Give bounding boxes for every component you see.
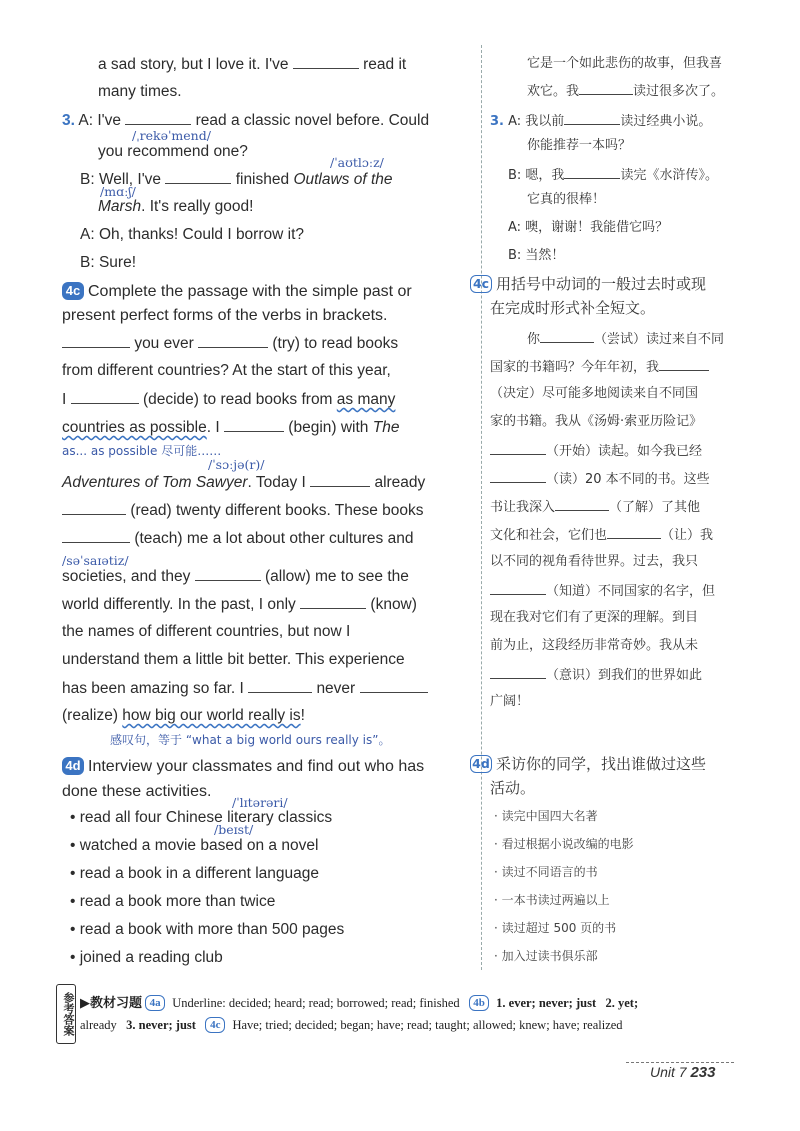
zh-passage-7: 书让我深入 （了解）了其他 (490, 496, 700, 518)
phonetic-literary: /ˈlɪtərəri/ (232, 795, 288, 810)
passage-line-10: the names of different countries, but now I (62, 623, 351, 640)
bullet-item: • joined a reading club (70, 949, 223, 966)
bullet-item: • read a book more than twice (70, 893, 276, 910)
answer-blank[interactable] (248, 678, 312, 693)
zh-q3-a3: A: 噢，谢谢！我能借它吗？ (508, 220, 669, 235)
zh-q3-b: B: 嗯，我 读完《水浒传》。 (508, 164, 718, 186)
section-4d-title: 4d Interview your classmates and find out who has (62, 757, 424, 777)
passage-line-1: you ever (try) to read books (62, 333, 398, 354)
footer-rule (626, 1062, 734, 1063)
zh-passage-5: （开始）读起。如今我已经 (490, 440, 702, 462)
left-line-2: many times. (98, 83, 182, 100)
footer-unit: Unit 7 (650, 1064, 687, 1080)
phonetic-sawyer: /ˈsɔːjə(r)/ (208, 457, 265, 472)
passage-line-8: societies, and they (allow) me to see the (62, 568, 409, 585)
passage-line-2: from different countries? At the start of this year, (62, 362, 391, 379)
bullet-item: • read all four Chinese literary classics (70, 809, 333, 826)
section-4c-title-2: present perfect forms of the verbs in brackets. (62, 307, 388, 324)
zh-bullet-item: · 看过根据小说改编的电影 (494, 837, 634, 851)
answer-blank[interactable] (659, 356, 709, 371)
zh-passage-13: （意识）到我们的世界如此 (490, 664, 702, 686)
answer-blank[interactable] (198, 333, 268, 348)
phonetic-outlaws: /ˈaʊtlɔːz/ (330, 155, 384, 170)
answer-blank[interactable] (607, 524, 661, 539)
section-4c-title: 4c Complete the passage with the simple past or (62, 282, 412, 302)
zh-section-4d-title-2: 活动。 (490, 779, 536, 797)
answer-blank[interactable] (62, 333, 130, 348)
phonetic-recommend: /ˌrekəˈmend/ (132, 128, 211, 143)
answer-blank[interactable] (165, 169, 231, 184)
phonetic-societies: /səˈsaɪətiz/ (62, 553, 129, 568)
answer-blank[interactable] (195, 566, 261, 581)
passage-line-11: understand them a little bit better. This experience (62, 651, 405, 668)
bullet-item: • watched a movie based on a novel (70, 837, 319, 854)
note-as-possible: as... as possible 尽可能…… (62, 444, 222, 458)
answer-blank[interactable] (62, 500, 126, 515)
answer-blank[interactable] (300, 594, 366, 609)
zh-section-4c-title-2: 在完成时形式补全短文。 (490, 299, 656, 317)
section-4c-badge: 4c (62, 282, 84, 300)
q3-a1: 3. A: I've read a classic novel before. Could (62, 112, 430, 129)
answer-line-1: ▶教材习题 4a Underline: decided; heard; read; borrowed; read; finished 4b 1. ever; never; just 2. yet; (80, 996, 639, 1011)
footer-page-label (650, 1064, 716, 1081)
q3-a2: you recommend one? (98, 143, 248, 160)
answer-badge-4a: 4a (145, 995, 165, 1011)
answer-badge-4b: 4b (469, 995, 489, 1011)
zh-bullet-item: · 读过不同语言的书 (494, 865, 598, 879)
passage-line-9: world differently. In the past, I only (know) (62, 596, 417, 613)
zh-passage-11: 现在我对它们有了更深的理解。到目 (490, 610, 699, 625)
passage-line-12: has been amazing so far. I never (62, 678, 428, 699)
answer-blank[interactable] (490, 440, 546, 455)
zh-q3-b3: B: 当然！ (508, 248, 565, 263)
zh-bullet-item: · 读完中国四大名著 (494, 809, 598, 823)
passage-line-13: (realize) how big our world really is! (62, 707, 305, 724)
zh-passage-14: 广阔！ (490, 694, 530, 709)
zh-q3-a: 3. A: 我以前 读过经典小说。 (490, 110, 711, 132)
answer-blank[interactable] (555, 496, 609, 511)
phonetic-based: /beɪst/ (214, 822, 254, 837)
page-number: 233 (690, 1064, 716, 1081)
q3-b1: B: Well, I've finished Outlaws of the (80, 171, 393, 188)
answer-blank[interactable] (71, 389, 139, 404)
section-4d-badge: 4d (62, 757, 84, 775)
q3-b3: B: Sure! (80, 254, 136, 271)
answer-blank[interactable] (224, 417, 284, 432)
answer-key-tag: 参考答案 (56, 984, 76, 1044)
q3-b2: Marsh. It's really good! (98, 198, 254, 215)
zh-passage-4: 家的书籍。我从《汤姆·索亚历险记》 (490, 414, 703, 429)
bullet-item: • read a book in a different language (70, 865, 320, 882)
passage-line-6: (read) twenty different books. These books (62, 500, 424, 521)
answer-blank[interactable] (490, 580, 546, 595)
passage-line-7: (teach) me a lot about other cultures and (62, 528, 413, 549)
zh-passage-8: 文化和社会，它们也 （让）我 (490, 524, 713, 546)
note-exclamation: 感叹句，等于 “what a big world ours really is”。 (110, 733, 391, 747)
zh-bullet-item: · 加入过读书俱乐部 (494, 949, 598, 963)
zh-bullet-item: · 一本书读过两遍以上 (494, 893, 610, 907)
answer-badge-4c: 4c (205, 1017, 225, 1033)
zh-passage-1: 你 （尝试）读过来自不同 (527, 328, 724, 350)
answer-blank[interactable] (490, 468, 546, 483)
answer-blank[interactable] (564, 110, 620, 125)
zh-section-4c-badge: 4c (470, 275, 492, 293)
zh-passage-9: 以不同的视角看待世界。过去，我只 (490, 554, 699, 569)
zh-passage-12: 前为止，这段经历非常奇妙。我从未 (490, 638, 699, 653)
answer-blank[interactable] (62, 528, 130, 543)
bullet-item: • read a book with more than 500 pages (70, 921, 345, 938)
answer-blank[interactable] (293, 54, 359, 69)
zh-passage-10: （知道）不同国家的名字，但 (490, 580, 715, 602)
passage-line-5: Adventures of Tom Sawyer. Today I already (62, 474, 426, 491)
answer-blank[interactable] (490, 664, 546, 679)
zh-q3-b2: 它真的很棒！ (527, 192, 606, 207)
zh-passage-6: （读）20 本不同的书。这些 (490, 468, 710, 490)
zh-section-4c-title: 4c 用括号中动词的一般过去时或现 (470, 274, 706, 294)
phonetic-marsh: /mɑːʃ/ (100, 184, 136, 199)
zh-line-1: 它是一个如此悲伤的故事，但我喜 (527, 56, 723, 71)
section-4d-title-2: done these activities. (62, 783, 212, 800)
answer-line-2: already 3. never; just 4c Have; tried; decided; began; have; read; taught; allowed; knew; have; realized (80, 1018, 623, 1032)
q3-a3: A: Oh, thanks! Could I borrow it? (80, 226, 304, 243)
passage-line-3: I (decide) to read books from as many (62, 391, 396, 408)
zh-section-4d-badge: 4d (470, 755, 492, 773)
answer-blank[interactable] (579, 80, 633, 95)
zh-bullet-item: · 读过超过 500 页的书 (494, 921, 617, 935)
zh-passage-3: （决定）尽可能多地阅读来自不同国 (490, 386, 699, 401)
answer-blank[interactable] (540, 328, 594, 343)
zh-line-2: 欢它。我 读过很多次了。 (527, 80, 724, 102)
passage-line-4: countries as possible. I (begin) with The (62, 419, 400, 436)
zh-passage-2: 国家的书籍吗？今年年初，我 (490, 356, 709, 378)
answer-blank[interactable] (310, 472, 370, 487)
zh-q3-a2: 你能推荐一本吗？ (527, 138, 632, 153)
answer-blank[interactable] (564, 164, 620, 179)
zh-section-4d-title: 4d 采访你的同学，找出谁做过这些 (470, 754, 706, 774)
answer-blank[interactable] (125, 110, 191, 125)
answer-blank[interactable] (360, 678, 428, 693)
left-line-1: a sad story, but I love it. I've read it (98, 56, 407, 73)
column-divider (481, 45, 482, 970)
